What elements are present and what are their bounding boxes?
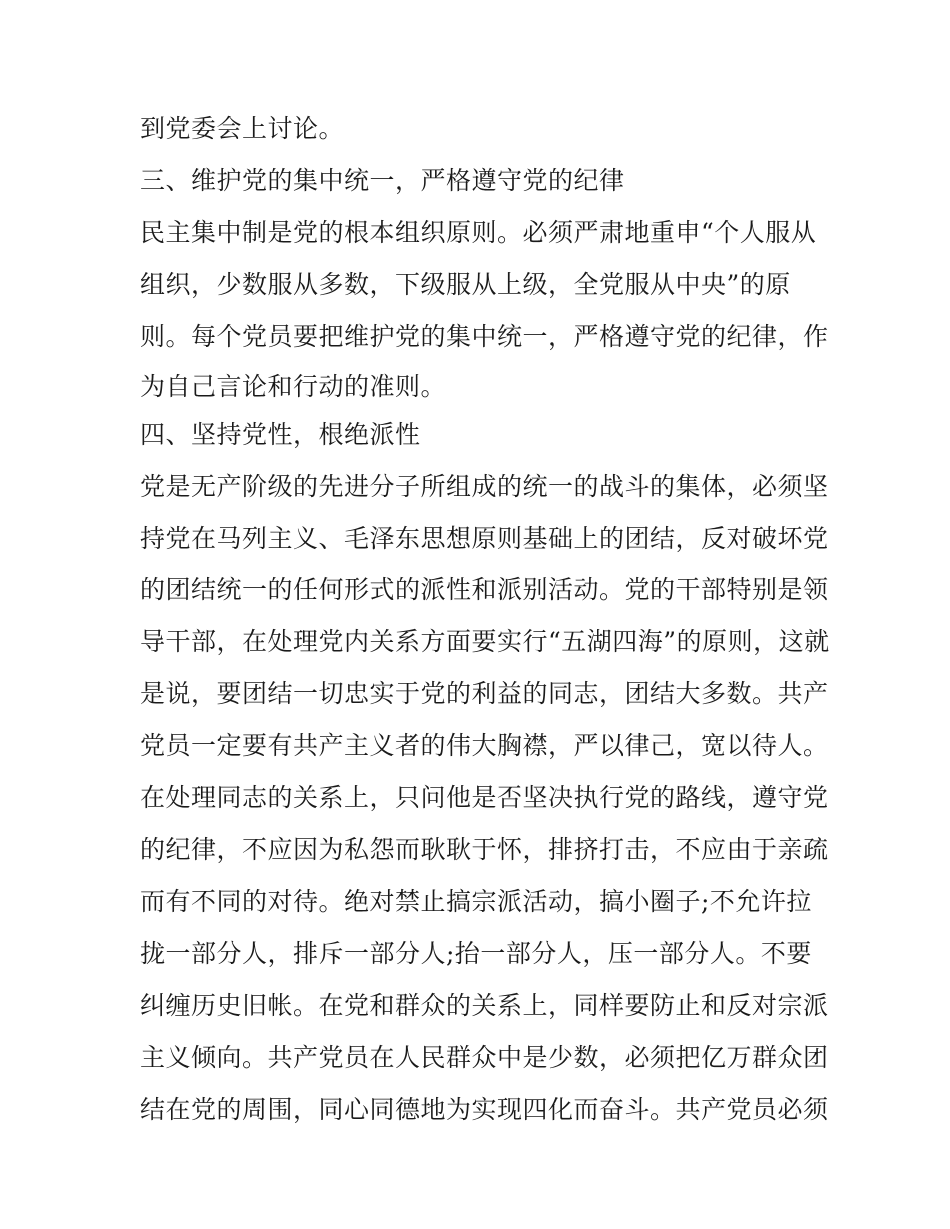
text-line: 党员一定要有共产主义者的伟大胸襟，严以律己，宽以待人。 (140, 731, 829, 760)
text-line: 导干部，在处理党内关系方面要实行“五湖四海”的原则，这就 (140, 627, 830, 656)
text-line: 纠缠历史旧帐。在党和群众的关系上，同样要防止和反对宗派 (140, 991, 829, 1020)
text-line: 民主集中制是党的根本组织原则。必须严肃地重申“个人服从 (140, 218, 817, 247)
text-line: 持党在马列主义、毛泽东思想原则基础上的团结，反对破坏党 (140, 524, 829, 553)
section-heading: 四、坚持党性，根绝派性 (140, 420, 421, 449)
text-line: 拢一部分人，排斥一部分人;抬一部分人，压一部分人。不要 (140, 939, 812, 968)
text-line: 则。每个党员要把维护党的集中统一，严格遵守党的纪律，作 (140, 322, 829, 351)
text-line: 的纪律，不应因为私怨而耿耿于怀，排挤打击，不应由于亲疏 (140, 835, 829, 864)
text-line: 而有不同的对待。绝对禁止搞宗派活动，搞小圈子;不允许拉 (140, 887, 812, 916)
text-line: 在处理同志的关系上，只问他是否坚决执行党的路线，遵守党 (140, 783, 829, 812)
text-line: 主义倾向。共产党员在人民群众中是少数，必须把亿万群众团 (140, 1043, 829, 1072)
text-line: 到党委会上讨论。 (140, 114, 345, 143)
text-line: 是说，要团结一切忠实于党的利益的同志，团结大多数。共产 (140, 679, 829, 708)
text-line: 为自己言论和行动的准则。 (140, 372, 447, 401)
text-line: 党是无产阶级的先进分子所组成的统一的战斗的集体，必须坚 (140, 472, 829, 501)
text-line: 组织，少数服从多数，下级服从上级，全党服从中央”的原 (140, 270, 791, 299)
text-line: 结在党的周围，同心同德地为实现四化而奋斗。共产党员必须 (140, 1095, 829, 1124)
text-line: 的团结统一的任何形式的派性和派别活动。党的干部特别是领 (140, 575, 829, 604)
section-heading: 三、维护党的集中统一，严格遵守党的纪律 (140, 166, 625, 195)
